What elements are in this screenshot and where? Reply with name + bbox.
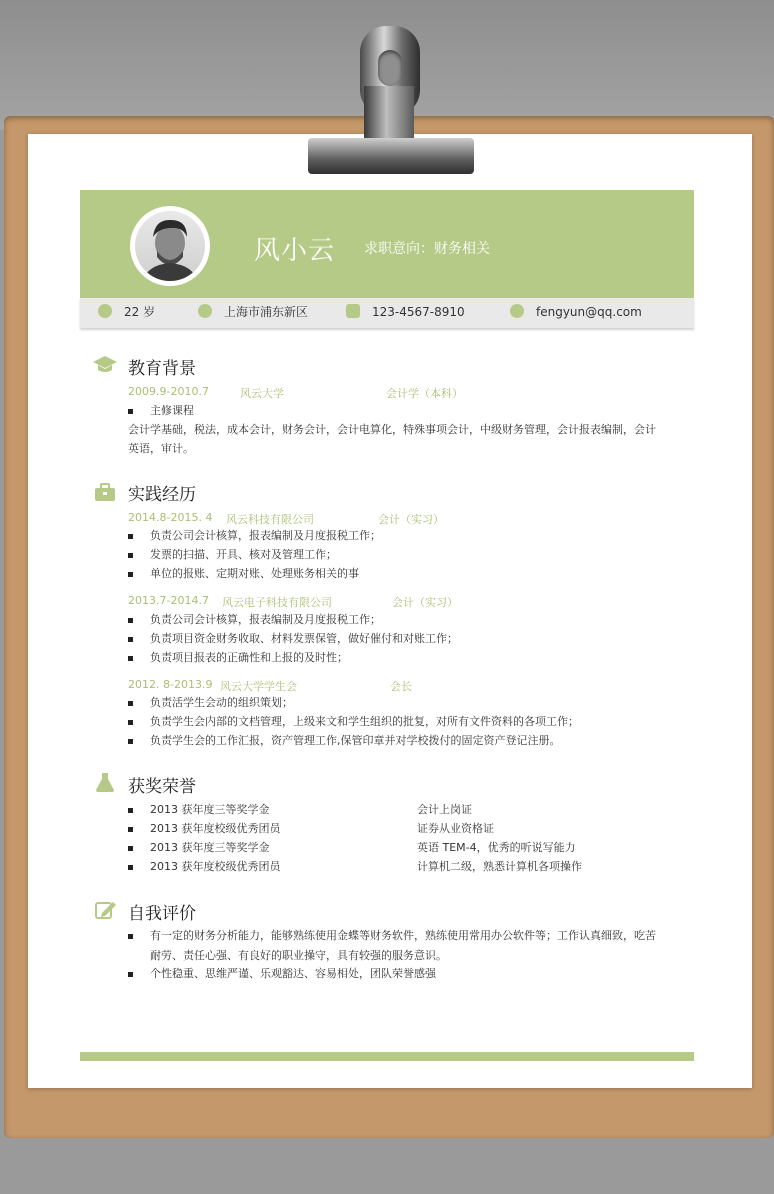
footer-bar xyxy=(80,1052,694,1061)
info-phone xyxy=(346,303,465,321)
edu-course-line2: 英语，审计。 xyxy=(128,442,194,455)
edit-icon xyxy=(92,900,118,920)
info-address xyxy=(198,303,308,321)
info-age xyxy=(98,303,155,321)
section-title-self: 自我评价 xyxy=(128,904,196,924)
mail-icon xyxy=(510,304,524,318)
cert-item: 证券从业资格证 xyxy=(417,822,494,835)
job-item: 负责学生会的工作汇报，资产管理工作,保管印章并对学校拨付的固定资产登记注册。 xyxy=(128,732,658,750)
award-item: 2013 获年度三等奖学金 xyxy=(128,839,388,857)
job-item: 发票的扫描、开具、核对及管理工作； xyxy=(128,546,658,564)
flask-icon xyxy=(92,772,118,792)
edu-school: 风云大学 xyxy=(240,387,284,400)
job-period: 2014.8-2015. 4 xyxy=(128,511,213,524)
job-period: 2013.7-2014.7 xyxy=(128,594,209,607)
info-email xyxy=(510,303,642,321)
job-org: 风云电子科技有限公司 xyxy=(222,596,332,609)
job-period: 2012. 8-2013.9 xyxy=(128,678,213,691)
avatar-photo xyxy=(135,211,205,281)
award-item: 2013 获年度校级优秀团员 xyxy=(128,858,388,876)
job-role: 会长 xyxy=(390,680,412,693)
job-role: 会计（实习） xyxy=(392,596,458,609)
edu-course-label: 主修课程 xyxy=(128,402,658,420)
candidate-name: 风小云 xyxy=(254,236,336,266)
self-item: 个性稳重、思维严谨、乐观豁达、容易相处，团队荣誉感强 xyxy=(128,965,658,983)
phone-value: 123-4567-8910 xyxy=(372,305,465,319)
avatar xyxy=(130,206,210,286)
email-value: fengyun@qq.com xyxy=(536,305,642,319)
section-title-awards: 获奖荣誉 xyxy=(128,777,196,797)
self-item-line1: 有一定的财务分析能力，能够熟练使用金蝶等财务软件，熟练使用常用办公软件等；工作认真细致，吃苦 xyxy=(128,927,658,945)
award-item: 2013 获年度三等奖学金 xyxy=(128,801,388,819)
cert-item: 英语 TEM-4，优秀的听说写能力 xyxy=(417,841,576,854)
award-item: 2013 获年度校级优秀团员 xyxy=(128,820,388,838)
job-role: 会计（实习） xyxy=(378,513,444,526)
user-icon xyxy=(98,304,112,318)
job-item: 负责公司会计核算，报表编制及月度报税工作； xyxy=(128,611,658,629)
age-value: 22 岁 xyxy=(124,305,156,319)
briefcase-icon xyxy=(92,482,118,502)
job-item: 单位的报账、定期对账、处理账务相关的事 xyxy=(128,565,658,583)
graduation-cap-icon xyxy=(92,354,118,374)
job-item: 负责项目资金财务收取、材料发票保管，做好催付和对账工作； xyxy=(128,630,658,648)
job-org: 风云科技有限公司 xyxy=(226,513,314,526)
section-title-education: 教育背景 xyxy=(128,359,196,379)
phone-icon xyxy=(346,304,360,318)
section-title-practice: 实践经历 xyxy=(128,485,196,505)
location-icon xyxy=(198,304,212,318)
edu-period: 2009.9-2010.7 xyxy=(128,385,209,398)
address-value: 上海市浦东新区 xyxy=(224,305,309,319)
edu-course-line1: 会计学基础，税法，成本会计，财务会计，会计电算化，特殊事项会计，中级财务管理，会计报表编制，会计 xyxy=(128,423,656,436)
job-org: 风云大学学生会 xyxy=(220,680,297,693)
job-item: 负责学生会内部的文档管理，上级来文和学生组织的批复，对所有文件资料的各项工作； xyxy=(128,713,658,731)
cert-item: 会计上岗证 xyxy=(417,803,472,816)
clip-base xyxy=(308,138,474,174)
edu-major: 会计学（本科） xyxy=(386,387,463,400)
binder-clip xyxy=(300,26,476,176)
job-item: 负责公司会计核算，报表编制及月度报税工作； xyxy=(128,527,658,545)
job-intent: 求职意向：财务相关 xyxy=(364,241,490,257)
job-item: 负责项目报表的正确性和上报的及时性； xyxy=(128,649,658,667)
cert-item: 计算机二级，熟悉计算机各项操作 xyxy=(417,860,582,873)
job-item: 负责活学生会动的组织策划； xyxy=(128,694,658,712)
self-item-line2: 耐劳、责任心强、有良好的职业操守，具有较强的服务意识。 xyxy=(150,949,447,962)
